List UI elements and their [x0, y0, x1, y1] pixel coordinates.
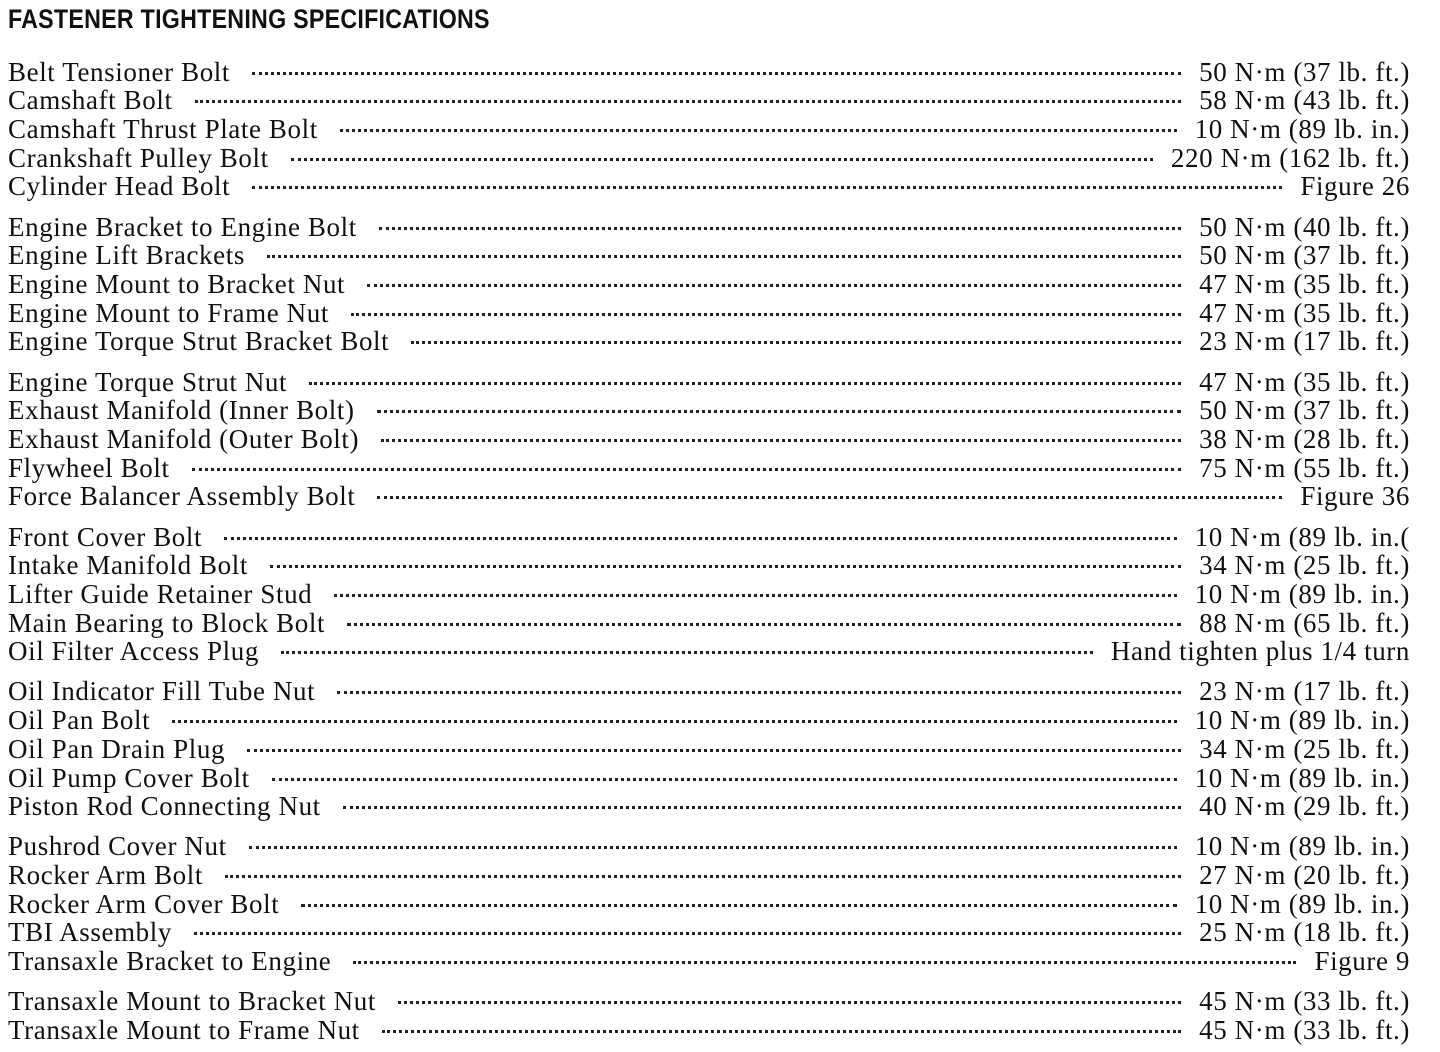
- dot-leader: [252, 52, 1181, 81]
- spec-value: 40 N·m (29 lb. ft.): [1199, 791, 1410, 822]
- dot-leader: [398, 982, 1181, 1011]
- dot-leader: [347, 603, 1181, 632]
- spec-label: Belt Tensioner Bolt: [8, 56, 230, 87]
- spec-label: Crankshaft Pulley Bolt: [8, 142, 269, 173]
- dot-leader: [225, 855, 1181, 884]
- spec-row: [8, 758, 1410, 793]
- spec-label: Exhaust Manifold (Outer Bolt): [8, 423, 360, 454]
- spec-label: Flywheel Bolt: [8, 452, 170, 483]
- dot-leader: [172, 700, 1176, 729]
- spec-row: [8, 81, 1410, 116]
- spec-row: [8, 672, 1410, 707]
- spec-row: [8, 167, 1410, 202]
- spec-row: [8, 207, 1410, 242]
- spec-row: [8, 574, 1410, 609]
- spec-value: 10 N·m (89 lb. in.(: [1194, 521, 1410, 552]
- spec-value: 38 N·m (28 lb. ft.): [1199, 423, 1410, 454]
- spec-value: Figure 36: [1300, 481, 1410, 512]
- spec-value: 50 N·m (37 lb. ft.): [1199, 56, 1410, 87]
- spec-label: Oil Pump Cover Bolt: [8, 762, 250, 793]
- dot-leader: [301, 884, 1176, 913]
- dot-leader: [367, 264, 1181, 293]
- spec-value: 10 N·m (89 lb. in.): [1194, 762, 1410, 793]
- dot-leader: [309, 362, 1181, 391]
- spec-row: [8, 787, 1410, 822]
- dot-leader: [381, 419, 1181, 448]
- spec-value: 23 N·m (17 lb. ft.): [1199, 326, 1410, 357]
- spec-value: 10 N·m (89 lb. in.): [1194, 705, 1410, 736]
- dot-leader: [353, 941, 1296, 970]
- dot-leader: [379, 207, 1181, 236]
- spec-value: 34 N·m (25 lb. ft.): [1199, 733, 1410, 764]
- spec-value: 47 N·m (35 lb. ft.): [1199, 297, 1410, 328]
- spec-value: 88 N·m (65 lb. ft.): [1199, 607, 1410, 638]
- spec-row: [8, 546, 1410, 581]
- spec-row: [8, 293, 1410, 328]
- spec-label: Transaxle Mount to Frame Nut: [8, 1015, 360, 1045]
- dot-leader: [411, 322, 1181, 351]
- spec-row: [8, 362, 1410, 397]
- spec-value: 10 N·m (89 lb. in.): [1194, 114, 1410, 145]
- spec-value: 58 N·m (43 lb. ft.): [1199, 85, 1410, 116]
- dot-leader: [270, 546, 1181, 575]
- dot-leader: [272, 758, 1177, 787]
- spec-value: 23 N·m (17 lb. ft.): [1199, 676, 1410, 707]
- spec-group: [8, 827, 1410, 977]
- dot-leader: [377, 391, 1182, 420]
- spec-label: Engine Bracket to Engine Bolt: [8, 211, 357, 242]
- spec-label: Rocker Arm Cover Bolt: [8, 888, 280, 919]
- spec-value: 47 N·m (35 lb. ft.): [1199, 366, 1410, 397]
- dot-leader: [252, 167, 1282, 196]
- spec-value: 45 N·m (33 lb. ft.): [1199, 1015, 1410, 1045]
- spec-row: [8, 913, 1410, 948]
- dot-leader: [351, 293, 1181, 322]
- spec-label: Front Cover Bolt: [8, 521, 203, 552]
- dot-leader: [382, 1010, 1181, 1039]
- spec-row: [8, 109, 1410, 145]
- spec-label: Force Balancer Assembly Bolt: [8, 481, 356, 512]
- spec-row: [8, 52, 1410, 87]
- spec-label: Camshaft Bolt: [8, 85, 173, 116]
- spec-label: Engine Torque Strut Bracket Bolt: [8, 326, 390, 357]
- spec-label: TBI Assembly: [8, 917, 172, 948]
- spec-row: [8, 264, 1410, 299]
- spec-label: Pushrod Cover Nut: [8, 831, 227, 862]
- spec-label: Engine Lift Brackets: [8, 240, 245, 271]
- dot-leader: [194, 913, 1181, 942]
- dot-leader: [192, 448, 1182, 477]
- spec-value: Figure 26: [1300, 171, 1410, 202]
- spec-row: [8, 827, 1410, 862]
- spec-value: Figure 9: [1314, 946, 1410, 977]
- spec-value: 34 N·m (25 lb. ft.): [1199, 550, 1410, 581]
- dot-leader: [291, 138, 1153, 167]
- spec-row: [8, 632, 1410, 667]
- spec-value: 50 N·m (37 lb. ft.): [1199, 395, 1410, 426]
- spec-value: 25 N·m (18 lb. ft.): [1199, 917, 1410, 948]
- spec-value: 47 N·m (35 lb. ft.): [1199, 269, 1410, 299]
- spec-row: [8, 419, 1410, 454]
- spec-label: Piston Rod Connecting Nut: [8, 791, 321, 822]
- dot-leader: [249, 827, 1177, 856]
- spec-label: Engine Torque Strut Nut: [8, 366, 288, 397]
- spec-label: Oil Filter Access Plug: [8, 636, 259, 667]
- spec-group: [8, 52, 1410, 202]
- spec-row: [8, 236, 1410, 271]
- spec-label: Engine Mount to Frame Nut: [8, 297, 329, 328]
- spec-row: [8, 700, 1410, 736]
- spec-label: Engine Mount to Bracket Nut: [8, 269, 346, 299]
- spec-value: 50 N·m (40 lb. ft.): [1199, 211, 1410, 242]
- page-title: FASTENER TIGHTENING SPECIFICATIONS: [8, 4, 490, 34]
- spec-label: Oil Pan Bolt: [8, 705, 151, 736]
- spec-label: Rocker Arm Bolt: [8, 860, 203, 891]
- dot-leader: [247, 729, 1181, 758]
- dot-leader: [377, 477, 1282, 506]
- spec-value: 220 N·m (162 lb. ft.): [1170, 142, 1410, 173]
- dot-leader: [343, 787, 1181, 816]
- spec-row: [8, 322, 1410, 357]
- spec-value: 45 N·m (33 lb. ft.): [1199, 986, 1410, 1017]
- spec-label: Intake Manifold Bolt: [8, 550, 248, 581]
- spec-label: Transaxle Mount to Bracket Nut: [8, 986, 376, 1017]
- spec-label: Oil Indicator Fill Tube Nut: [8, 676, 316, 707]
- spec-group: [8, 362, 1410, 512]
- spec-row: [8, 448, 1410, 483]
- spec-row: [8, 517, 1410, 552]
- spec-label: Transaxle Bracket to Engine: [8, 946, 332, 977]
- spec-label: Cylinder Head Bolt: [8, 171, 231, 202]
- spec-label: Main Bearing to Block Bolt: [8, 607, 326, 638]
- spec-row: [8, 884, 1410, 919]
- spec-row: [8, 477, 1410, 512]
- spec-list: [8, 52, 1410, 1051]
- spec-group: [8, 982, 1410, 1045]
- spec-group: [8, 207, 1410, 357]
- spec-label: Oil Pan Drain Plug: [8, 733, 226, 764]
- spec-group: [8, 517, 1410, 667]
- spec-label: Exhaust Manifold (Inner Bolt): [8, 395, 355, 426]
- spec-value: 50 N·m (37 lb. ft.): [1199, 240, 1410, 271]
- dot-leader: [281, 632, 1093, 661]
- spec-value: 10 N·m (89 lb. in.): [1194, 831, 1410, 862]
- dot-leader: [224, 517, 1177, 546]
- spec-label: Camshaft Thrust Plate Bolt: [8, 114, 318, 145]
- spec-row: [8, 603, 1410, 638]
- dot-leader: [267, 236, 1181, 265]
- spec-value: 27 N·m (20 lb. ft.): [1199, 860, 1410, 891]
- spec-value: 10 N·m (89 lb. in.): [1194, 888, 1410, 919]
- dot-leader: [340, 109, 1177, 138]
- spec-row: [8, 941, 1410, 977]
- spec-row: [8, 1010, 1410, 1045]
- spec-row: [8, 729, 1410, 764]
- spec-label: Lifter Guide Retainer Stud: [8, 578, 313, 609]
- spec-row: [8, 982, 1410, 1017]
- spec-value: 10 N·m (89 lb. in.): [1194, 578, 1410, 609]
- spec-value: Hand tighten plus 1/4 turn: [1110, 636, 1410, 667]
- dot-leader: [337, 672, 1181, 701]
- spec-row: [8, 138, 1410, 173]
- dot-leader: [195, 81, 1182, 110]
- spec-group: [8, 672, 1410, 822]
- dot-leader: [334, 574, 1176, 603]
- spec-row: [8, 391, 1410, 426]
- spec-value: 75 N·m (55 lb. ft.): [1199, 452, 1410, 483]
